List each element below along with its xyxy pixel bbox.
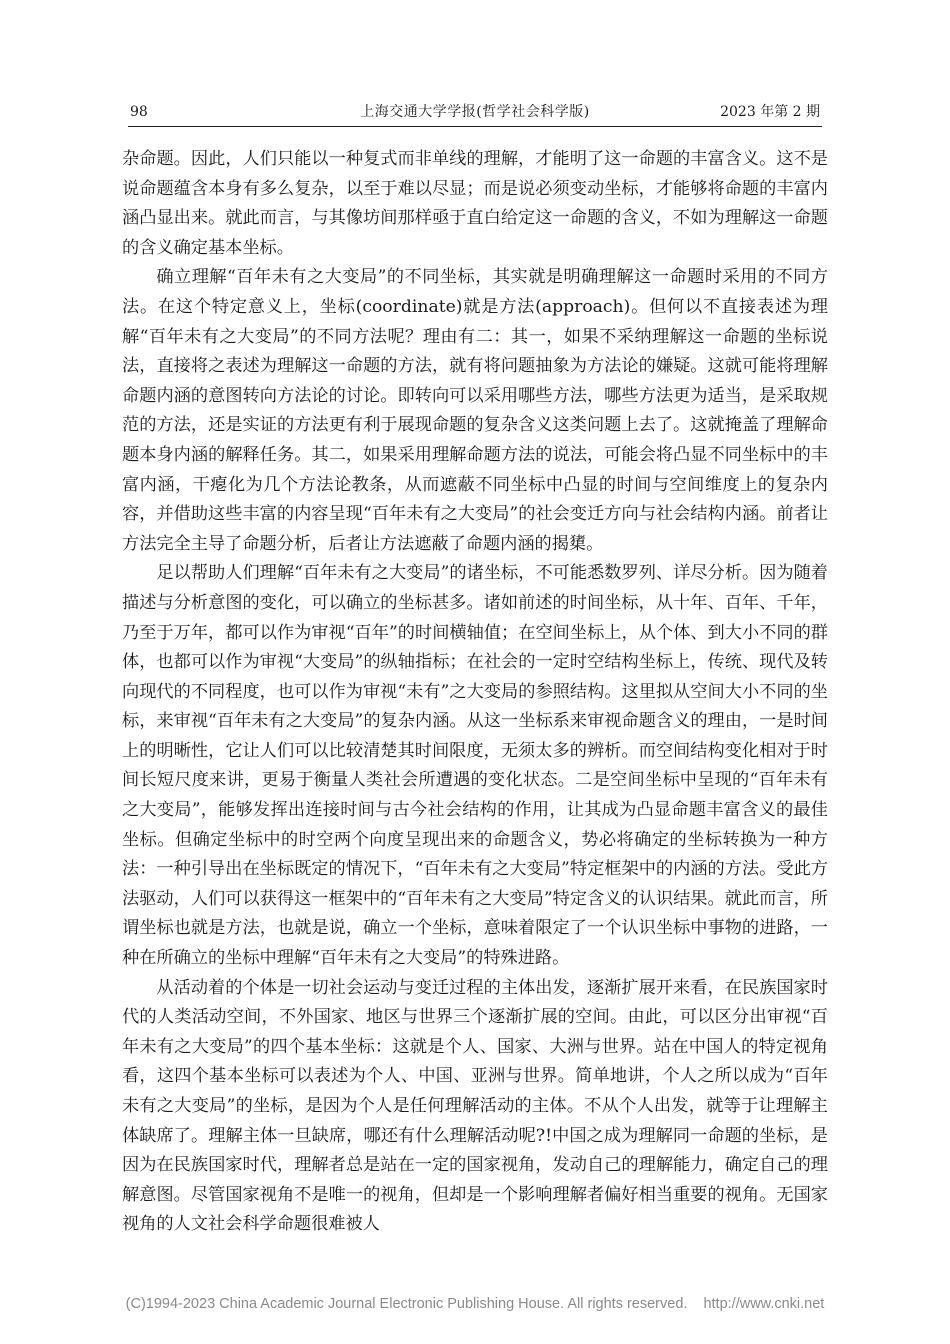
journal-title: 上海交通大学学报(哲学社会科学版) [360, 104, 590, 120]
paragraph-continued: 杂命题。因此，人们只能以一种复式而非单线的理解，才能明了这一命题的丰富含义。这不是说命题蕴含本身有多么复杂，以至于难以尽显；而是说必须变动坐标，才能够将命题的丰富内涵凸显出来。就此而言，与其像坊间那样亟于直白给定这一命题的含义，不如为理解这一命题的含义确定基本坐标。 [122, 149, 828, 258]
page-number: 98 [130, 104, 148, 120]
issue-label: 2023 年第 2 期 [720, 104, 820, 120]
article-body [122, 145, 828, 1240]
cnki-link[interactable]: http://www.cnki.net [703, 1296, 825, 1312]
paragraph: 确立理解“百年未有之大变局”的不同坐标，其实就是明确理解这一命题时采用的不同方法。在这个特定意义上，坐标(coordinate)就是方法(approach)。但何以不直接表述为理解“百年未有之大变局”的不同方法呢？理由有二：其一，如果不采纳理解这一命题的坐标说法，直接将之表述为理解这一命题的方法，就有将问题抽象为方法论的嫌疑。这就可能将理解命题内涵的意图转向方法论的讨论。即转向可以采用哪些方法，哪些方法更为适当，是采取规范的方法，还是实证的方法更有利于展现命题的复杂含义这类问题上去了。这就掩盖了理解命题本身内涵的解释任务。其二，如果采用理解命题方法的说法，可能会将凸显不同坐标中的丰富内涵，干瘪化为几个方法论教条，从而遮蔽不同坐标中凸显的时间与空间维度上的复杂内容，并借助这些丰富的内容呈现“百年未有之大变局”的社会变迁方向与社会结构内涵。前者让方法完全主导了命题分析，后者让方法遮蔽了命题内涵的揭橥。 [122, 267, 828, 554]
paragraph: 从活动着的个体是一切社会运动与变迁过程的主体出发，逐渐扩展开来看，在民族国家时代的人类活动空间，不外国家、地区与世界三个逐渐扩展的空间。由此，可以区分出审视“百年未有之大变局”的四个基本坐标：这就是个人、国家、大洲与世界。站在中国人的特定视角看，这四个基本坐标可以表述为个人、中国、亚洲与世界。简单地讲，个人之所以成为“百年未有之大变局”的坐标，是因为个人是任何理解活动的主体。不从个人出发，就等于让理解主体缺席了。理解主体一旦缺席，哪还有什么理解活动呢?!中国之成为理解同一命题的坐标，是因为在民族国家时代，理解者总是站在一定的国家视角，发动自己的理解能力，确定自己的理解意图。尽管国家视角不是唯一的视角，但却是一个影响理解者偏好相当重要的视角。无国家视角的人文社会科学命题很难被人 [122, 977, 828, 1235]
running-header [128, 100, 822, 127]
paragraph: 足以帮助人们理解“百年未有之大变局”的诸坐标，不可能悉数罗列、详尽分析。因为随着描述与分析意图的变化，可以确立的坐标甚多。诸如前述的时间坐标，从十年、百年、千年，乃至于万年，都可以作为审视“百年”的时间横轴值；在空间坐标上，从个体、到大小不同的群体，也都可以作为审视“大变局”的纵轴指标；在社会的一定时空结构坐标上，传统、现代及转向现代的不同程度，也可以作为审视“未有”之大变局的参照结构。这里拟从空间大小不同的坐标，来审视“百年未有之大变局”的复杂内涵。从这一坐标系来审视命题含义的理由，一是时间上的明晰性，它让人们可以比较清楚其时间限度，无须太多的辨析。而空间结构变化相对于时间长短尺度来讲，更易于衡量人类社会所遭遇的变化状态。二是空间坐标中呈现的“百年未有之大变局”，能够发挥出连接时间与古今社会结构的作用，让其成为凸显命题丰富含义的最佳坐标。但确定坐标中的时空两个向度呈现出来的命题含义，势必将确定的坐标转换为一种方法：一种引导出在坐标既定的情况下，“百年未有之大变局”特定框架中的内涵的方法。受此方法驱动，人们可以获得这一框架中的“百年未有之大变局”特定含义的认识结果。就此而言，所谓坐标也就是方法，也就是说，确立一个坐标，意味着限定了一个认识坐标中事物的进路，一种在所确立的坐标中理解“百年未有之大变局”的特殊进路。 [122, 563, 828, 969]
copyright-text: (C)1994-2023 China Academic Journal Electronic Publishing House. All rights reserved. [125, 1296, 688, 1312]
copyright-footer [0, 1296, 950, 1312]
